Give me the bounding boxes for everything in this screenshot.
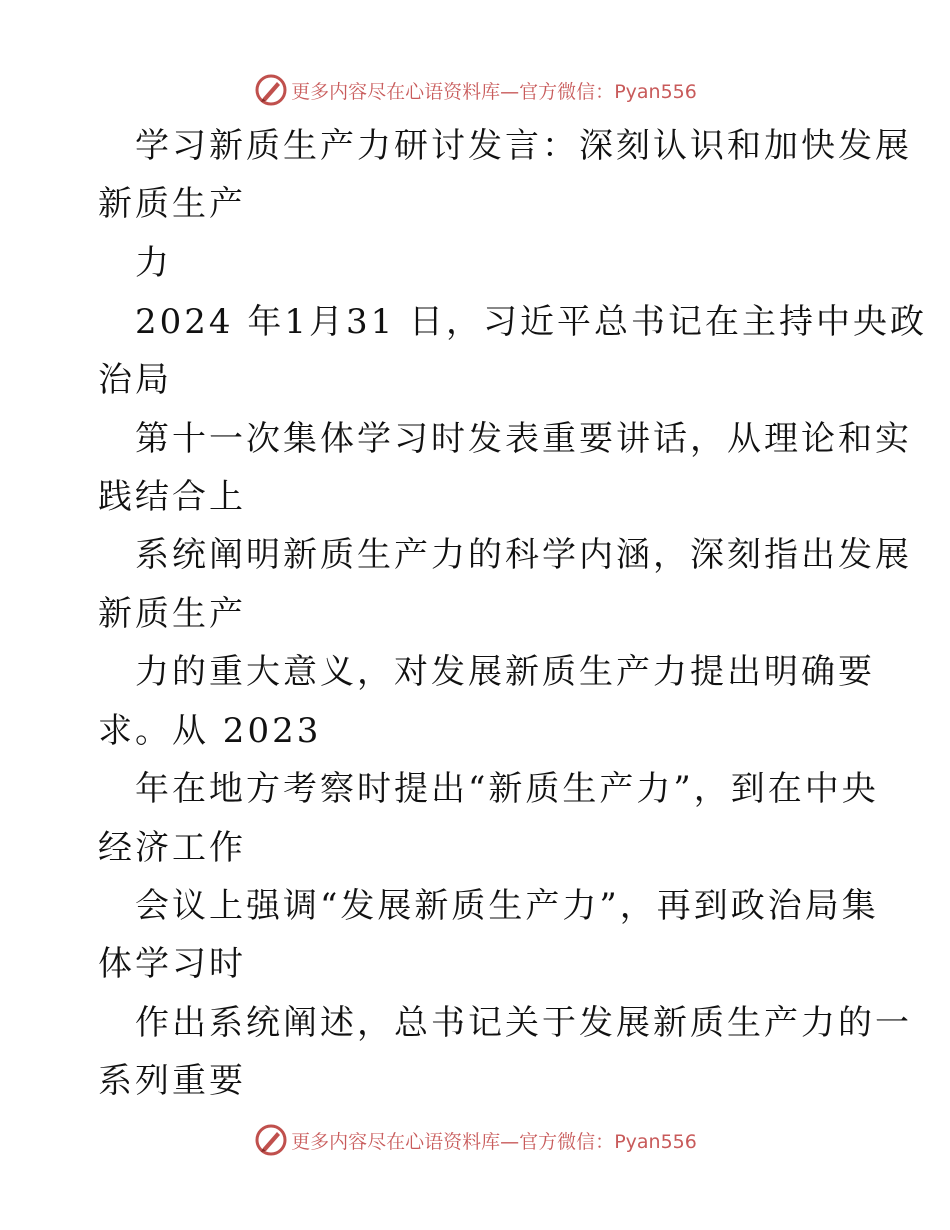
paragraph-line: 求。从 2023: [98, 711, 322, 751]
pen-logo-icon: [253, 1122, 289, 1158]
header-watermark: [0, 70, 950, 110]
paragraph-line: 会议上强调“发展新质生产力”，再到政治局集: [135, 886, 879, 926]
paragraph-line: 治局: [98, 360, 172, 400]
title-line-1: 学习新质生产力研讨发言：深刻认识和加快发展: [135, 126, 912, 166]
paragraph-line: 体学习时: [98, 944, 246, 984]
watermark-text: 更多内容尽在心语资料库—官方微信：Pyan556: [291, 1130, 697, 1153]
paragraph-line: 第十一次集体学习时发表重要讲话，从理论和实: [135, 419, 912, 459]
title-line-2: 新质生产: [98, 184, 246, 224]
footer-watermark: [0, 1120, 950, 1160]
watermark-text: 更多内容尽在心语资料库—官方微信：Pyan556: [291, 80, 697, 103]
paragraph-line: 践结合上: [98, 477, 246, 517]
paragraph-line: 作出系统阐述，总书记关于发展新质生产力的一: [135, 1003, 912, 1043]
paragraph-line: 力的重大意义，对发展新质生产力提出明确要: [135, 652, 875, 692]
paragraph-line: 系列重要: [98, 1061, 246, 1101]
paragraph-line: 经济工作: [98, 828, 246, 868]
paragraph-line: 系统阐明新质生产力的科学内涵，深刻指出发展: [135, 535, 912, 575]
paragraph-line: 年在地方考察时提出“新质生产力”，到在中央: [135, 769, 879, 809]
pen-logo-icon: [253, 72, 289, 108]
title-line-3: 力: [135, 243, 172, 283]
paragraph-line: 新质生产: [98, 594, 246, 634]
paragraph-line: 2024 年1月31 日，习近平总书记在主持中央政: [135, 302, 928, 342]
